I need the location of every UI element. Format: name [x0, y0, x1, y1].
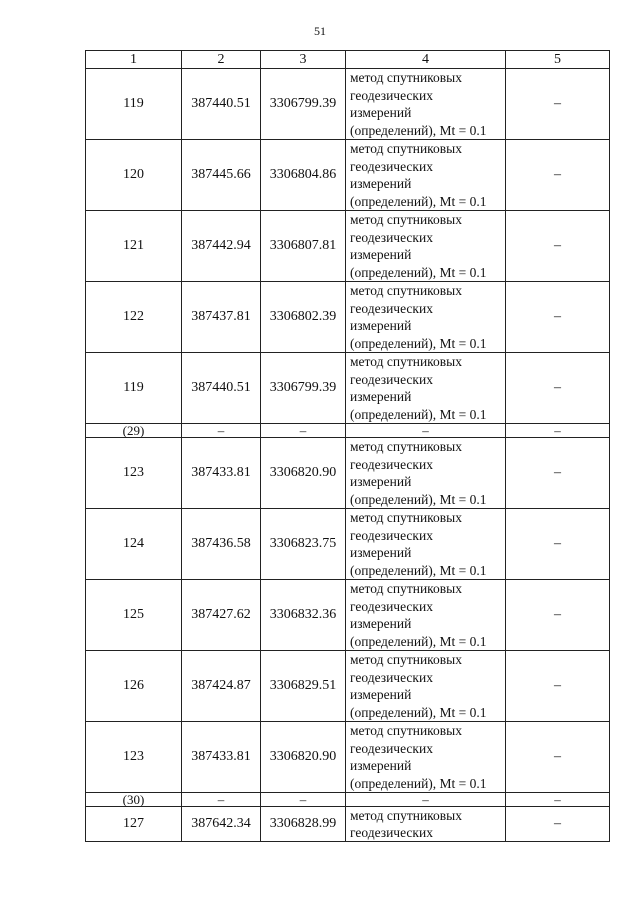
- method-cell: [346, 353, 506, 424]
- method-line: геодезических: [350, 158, 433, 174]
- x-coordinate-cell: 387433.81: [182, 438, 261, 509]
- point-number-cell: 119: [86, 69, 182, 140]
- note-cell: –: [506, 282, 610, 353]
- method-cell: [346, 722, 506, 793]
- method-line: геодезических: [350, 669, 433, 685]
- x-coordinate-cell: 387424.87: [182, 651, 261, 722]
- note-cell: –: [506, 509, 610, 580]
- method-line: метод спутниковых: [350, 723, 462, 738]
- method-cell: [346, 69, 506, 140]
- header-cell-4: 4: [346, 51, 506, 69]
- note-cell: –: [506, 807, 610, 842]
- method-line: метод спутниковых: [350, 510, 462, 525]
- y-coordinate-cell: 3306820.90: [261, 722, 346, 793]
- point-number-cell: 121: [86, 211, 182, 282]
- y-coordinate-cell: 3306799.39: [261, 353, 346, 424]
- table-body: [86, 69, 610, 842]
- table-row: [86, 509, 610, 580]
- method-cell: [346, 211, 506, 282]
- method-cell: [346, 282, 506, 353]
- method-line: геодезических: [350, 598, 433, 614]
- table-separator-row: [86, 424, 610, 438]
- method-line: измерений: [350, 545, 412, 560]
- method-line: геодезических: [350, 87, 433, 103]
- y-coordinate-cell: 3306820.90: [261, 438, 346, 509]
- method-line: измерений: [350, 474, 412, 489]
- header-cell-5: 5: [506, 51, 610, 69]
- note-cell: –: [506, 722, 610, 793]
- y-coordinate-cell: 3306802.39: [261, 282, 346, 353]
- method-line: метод спутниковых: [350, 70, 462, 85]
- method-line: метод спутниковых: [350, 354, 462, 369]
- point-number-cell: (29): [86, 424, 182, 438]
- x-coordinate-cell: 387427.62: [182, 580, 261, 651]
- method-line: (определений), Mt = 0.1: [350, 406, 487, 422]
- note-cell: –: [506, 651, 610, 722]
- x-coordinate-cell: 387436.58: [182, 509, 261, 580]
- method-line: метод спутниковых: [350, 581, 462, 596]
- point-number-cell: 124: [86, 509, 182, 580]
- method-line: (определений), Mt = 0.1: [350, 264, 487, 280]
- method-line: (определений), Mt = 0.1: [350, 122, 487, 138]
- table-row: [86, 580, 610, 651]
- method-line: (определений), Mt = 0.1: [350, 633, 487, 649]
- method-line: геодезических: [350, 527, 433, 543]
- method-line: измерений: [350, 389, 412, 404]
- method-line: геодезических: [350, 456, 433, 472]
- method-cell: –: [346, 793, 506, 807]
- table-row: [86, 807, 610, 842]
- method-line: измерений: [350, 105, 412, 120]
- y-coordinate-cell: –: [261, 424, 346, 438]
- point-number-cell: 119: [86, 353, 182, 424]
- x-coordinate-cell: –: [182, 793, 261, 807]
- y-coordinate-cell: 3306828.99: [261, 807, 346, 842]
- note-cell: –: [506, 793, 610, 807]
- table-row: [86, 438, 610, 509]
- x-coordinate-cell: –: [182, 424, 261, 438]
- method-line: измерений: [350, 318, 412, 333]
- x-coordinate-cell: 387440.51: [182, 353, 261, 424]
- method-cell: –: [346, 424, 506, 438]
- table-separator-row: [86, 793, 610, 807]
- note-cell: –: [506, 438, 610, 509]
- table-row: [86, 722, 610, 793]
- method-line: (определений), Mt = 0.1: [350, 491, 487, 507]
- method-line: измерений: [350, 247, 412, 262]
- method-line: метод спутниковых: [350, 652, 462, 667]
- point-number-cell: 123: [86, 438, 182, 509]
- table-row: [86, 353, 610, 424]
- method-line: геодезических: [350, 300, 433, 316]
- note-cell: –: [506, 140, 610, 211]
- table-header-row: [86, 51, 610, 69]
- note-cell: –: [506, 69, 610, 140]
- method-line: измерений: [350, 616, 412, 631]
- method-line: метод спутниковых: [350, 212, 462, 227]
- y-coordinate-cell: 3306829.51: [261, 651, 346, 722]
- x-coordinate-cell: 387433.81: [182, 722, 261, 793]
- method-line: (определений), Mt = 0.1: [350, 562, 487, 578]
- table-row: [86, 69, 610, 140]
- header-cell-1: 1: [86, 51, 182, 69]
- method-line: метод спутниковых: [350, 141, 462, 156]
- method-cell: [346, 438, 506, 509]
- method-line: измерений: [350, 758, 412, 773]
- x-coordinate-cell: 387437.81: [182, 282, 261, 353]
- method-line: измерений: [350, 176, 412, 191]
- point-number-cell: 120: [86, 140, 182, 211]
- method-line: метод спутниковых: [350, 439, 462, 454]
- method-cell: [346, 807, 506, 842]
- y-coordinate-cell: 3306832.36: [261, 580, 346, 651]
- y-coordinate-cell: 3306823.75: [261, 509, 346, 580]
- method-line: (определений), Mt = 0.1: [350, 193, 487, 209]
- method-cell: [346, 140, 506, 211]
- table-row: [86, 651, 610, 722]
- note-cell: –: [506, 353, 610, 424]
- point-number-cell: (30): [86, 793, 182, 807]
- method-line: геодезических: [350, 371, 433, 387]
- y-coordinate-cell: 3306799.39: [261, 69, 346, 140]
- y-coordinate-cell: 3306804.86: [261, 140, 346, 211]
- method-line: геодезических: [350, 740, 433, 756]
- method-line: измерений: [350, 687, 412, 702]
- table-row: [86, 211, 610, 282]
- point-number-cell: 125: [86, 580, 182, 651]
- y-coordinate-cell: –: [261, 793, 346, 807]
- method-cell: [346, 651, 506, 722]
- method-line: геодезических: [350, 825, 433, 840]
- table-row: [86, 140, 610, 211]
- point-number-cell: 127: [86, 807, 182, 842]
- x-coordinate-cell: 387442.94: [182, 211, 261, 282]
- method-line: метод спутниковых: [350, 283, 462, 298]
- x-coordinate-cell: 387445.66: [182, 140, 261, 211]
- method-line: метод спутниковых: [350, 808, 462, 823]
- method-line: геодезических: [350, 229, 433, 245]
- note-cell: –: [506, 211, 610, 282]
- method-cell: [346, 580, 506, 651]
- point-number-cell: 122: [86, 282, 182, 353]
- method-line: (определений), Mt = 0.1: [350, 775, 487, 791]
- x-coordinate-cell: 387440.51: [182, 69, 261, 140]
- x-coordinate-cell: 387642.34: [182, 807, 261, 842]
- page-number: 51: [314, 24, 326, 38]
- point-number-cell: 126: [86, 651, 182, 722]
- header-cell-3: 3: [261, 51, 346, 69]
- method-line: (определений), Mt = 0.1: [350, 335, 487, 351]
- method-cell: [346, 509, 506, 580]
- method-line: (определений), Mt = 0.1: [350, 704, 487, 720]
- header-cell-2: 2: [182, 51, 261, 69]
- y-coordinate-cell: 3306807.81: [261, 211, 346, 282]
- note-cell: –: [506, 580, 610, 651]
- point-number-cell: 123: [86, 722, 182, 793]
- coordinates-table: [85, 50, 610, 842]
- table-row: [86, 282, 610, 353]
- note-cell: –: [506, 424, 610, 438]
